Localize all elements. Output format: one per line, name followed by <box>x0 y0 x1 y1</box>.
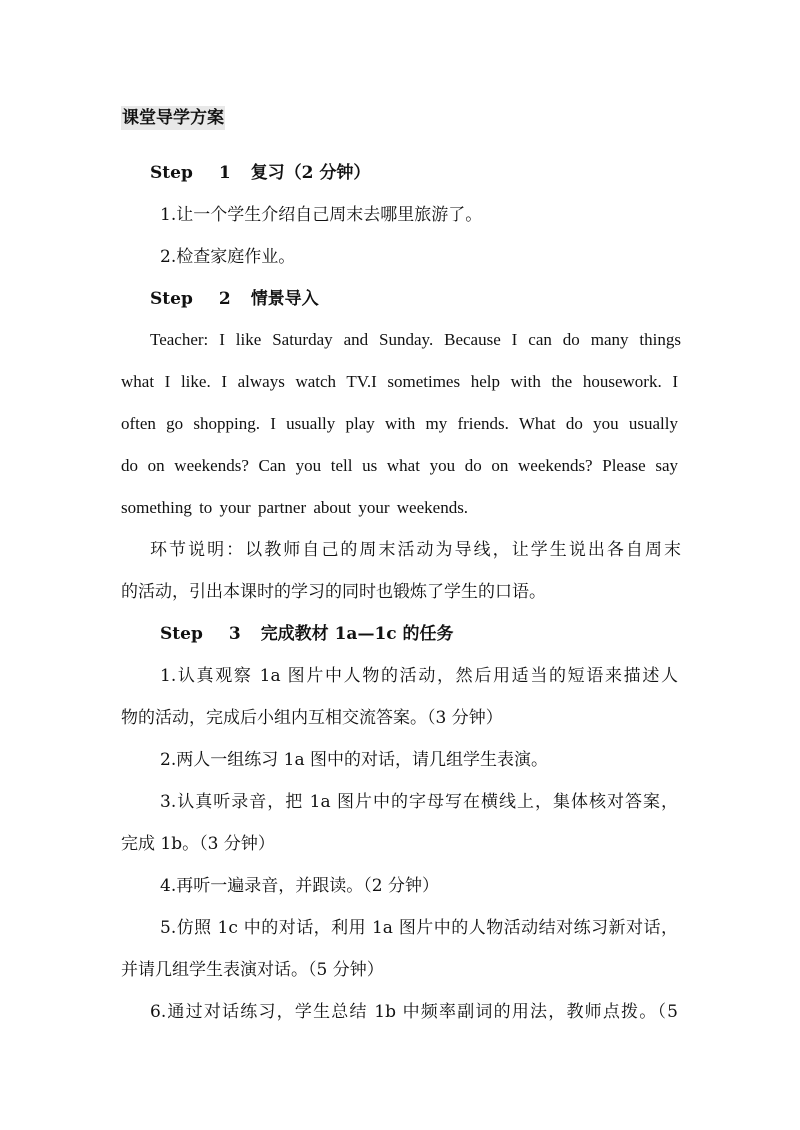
step-1-item-2: 2.检查家庭作业。 <box>160 247 296 267</box>
teacher-line-2: what I like. I always watch TV.I sometimes help with the housework. I <box>121 372 678 391</box>
step-1-item-1: 1.让一个学生介绍自己周末去哪里旅游了。 <box>160 205 483 225</box>
step-3-word: Step <box>160 624 203 644</box>
step-1-number: 1 <box>218 163 231 183</box>
step-3-line-6: 4.再听一遍录音，并跟读。（2 分钟） <box>160 876 439 896</box>
step-3-heading <box>160 622 454 646</box>
step-1-title: 复习（2 分钟） <box>250 163 371 183</box>
step-2-title: 情景导入 <box>250 289 319 309</box>
step-3-line-4: 3.认真听录音，把 1a 图片中的字母写在横线上，集体核对答案， <box>160 792 678 812</box>
step-3-line-2: 物的活动，完成后小组内互相交流答案。（3 分钟） <box>121 708 503 728</box>
step-1-word: Step <box>150 163 193 183</box>
step-3-number: 3 <box>228 624 241 644</box>
step-2-heading <box>150 287 319 311</box>
step-3-line-7: 5.仿照 1c 中的对话，利用 1a 图片中的人物活动结对练习新对话， <box>160 918 678 938</box>
note-line-1: 环节说明：以教师自己的周末活动为导线，让学生说出各自周末 <box>150 540 681 560</box>
step-2-word: Step <box>150 289 193 309</box>
teacher-line-1: Teacher: I like Saturday and Sunday. Because I can do many things <box>150 330 681 349</box>
teacher-line-5: something to your partner about your weekends. <box>121 498 469 517</box>
step-3-line-3: 2.两人一组练习 1a 图中的对话，请几组学生表演。 <box>160 750 548 770</box>
step-2-number: 2 <box>218 289 231 309</box>
step-3-line-9: 6.通过对话练习，学生总结 1b 中频率副词的用法，教师点拨。（5 <box>150 1002 678 1022</box>
step-3-line-8: 并请几组学生表演对话。（5 分钟） <box>121 960 384 980</box>
step-3-title: 完成教材 1a—1c 的任务 <box>260 624 454 644</box>
step-3-line-5: 完成 1b。（3 分钟） <box>121 834 275 854</box>
note-line-2: 的活动，引出本课时的学习的同时也锻炼了学生的口语。 <box>121 582 546 602</box>
teacher-line-4: do on weekends? Can you tell us what you do on weekends? Please say <box>121 456 678 475</box>
page-title: 课堂导学方案 <box>122 108 224 128</box>
step-1-heading <box>150 161 370 185</box>
step-3-line-1: 1.认真观察 1a 图片中人物的活动，然后用适当的短语来描述人 <box>160 666 678 686</box>
teacher-line-3: often go shopping. I usually play with my friends. What do you usually <box>121 414 678 433</box>
